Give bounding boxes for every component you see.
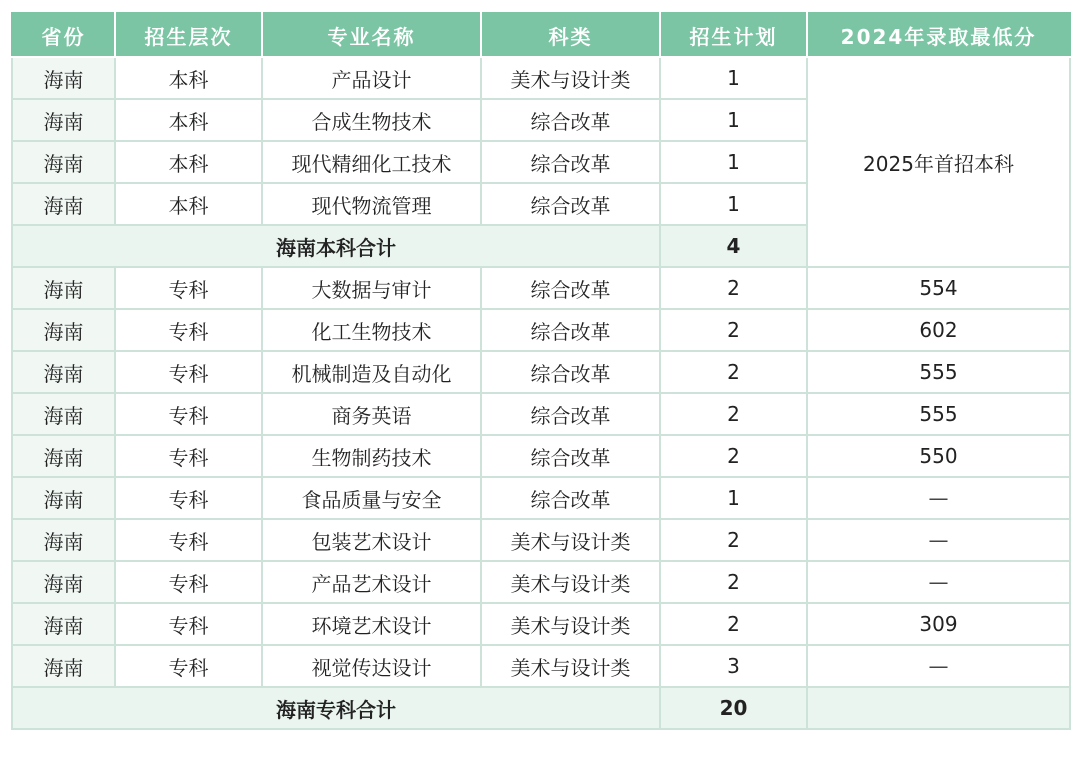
cell-level: 专科: [115, 393, 262, 435]
cell-min-score: 555: [807, 393, 1070, 435]
table-row: [12, 435, 1070, 477]
cell-min-score: —: [807, 645, 1070, 687]
cell-province: 海南: [12, 393, 115, 435]
table-row: [12, 561, 1070, 603]
header-level: 招生层次: [115, 13, 262, 57]
header-province: 省份: [12, 13, 115, 57]
table-row: [12, 351, 1070, 393]
cell-major: 现代物流管理: [262, 183, 481, 225]
cell-major: 包装艺术设计: [262, 519, 481, 561]
table-row: [12, 645, 1070, 687]
cell-major: 大数据与审计: [262, 267, 481, 309]
cell-plan: 2: [660, 603, 807, 645]
header-major: 专业名称: [262, 13, 481, 57]
table-header-row: [12, 13, 1070, 57]
cell-min-score: 602: [807, 309, 1070, 351]
cell-level: 专科: [115, 351, 262, 393]
zhuanke-subtotal-label: 海南专科合计: [12, 687, 660, 729]
cell-major: 机械制造及自动化: [262, 351, 481, 393]
cell-province: 海南: [12, 183, 115, 225]
cell-level: 本科: [115, 141, 262, 183]
zhuanke-subtotal-row: [12, 687, 1070, 729]
header-plan: 招生计划: [660, 13, 807, 57]
cell-level: 专科: [115, 519, 262, 561]
cell-province: 海南: [12, 57, 115, 99]
cell-level: 本科: [115, 183, 262, 225]
cell-category: 综合改革: [481, 183, 660, 225]
cell-plan: 3: [660, 645, 807, 687]
cell-min-score: 550: [807, 435, 1070, 477]
cell-level: 本科: [115, 57, 262, 99]
cell-major: 食品质量与安全: [262, 477, 481, 519]
cell-category: 综合改革: [481, 477, 660, 519]
cell-plan: 2: [660, 267, 807, 309]
cell-level: 专科: [115, 561, 262, 603]
cell-level: 专科: [115, 645, 262, 687]
table-row: [12, 57, 1070, 99]
cell-level: 专科: [115, 603, 262, 645]
cell-province: 海南: [12, 477, 115, 519]
cell-province: 海南: [12, 603, 115, 645]
cell-category: 综合改革: [481, 267, 660, 309]
cell-plan: 1: [660, 183, 807, 225]
cell-plan: 1: [660, 99, 807, 141]
zhuanke-subtotal-score-empty: [807, 687, 1070, 729]
cell-category: 综合改革: [481, 99, 660, 141]
cell-plan: 2: [660, 561, 807, 603]
cell-plan: 2: [660, 351, 807, 393]
cell-category: 综合改革: [481, 351, 660, 393]
table-row: [12, 477, 1070, 519]
cell-plan: 1: [660, 141, 807, 183]
cell-province: 海南: [12, 435, 115, 477]
cell-major: 视觉传达设计: [262, 645, 481, 687]
cell-province: 海南: [12, 561, 115, 603]
admission-plan-table-container: [11, 12, 1071, 730]
cell-min-score: 555: [807, 351, 1070, 393]
benke-subtotal-value: 4: [660, 225, 807, 267]
cell-category: 美术与设计类: [481, 603, 660, 645]
cell-plan: 1: [660, 57, 807, 99]
table-row: [12, 309, 1070, 351]
cell-major: 合成生物技术: [262, 99, 481, 141]
cell-min-score: —: [807, 477, 1070, 519]
header-category: 科类: [481, 13, 660, 57]
cell-plan: 2: [660, 435, 807, 477]
table-row: [12, 267, 1070, 309]
cell-major: 商务英语: [262, 393, 481, 435]
cell-category: 综合改革: [481, 141, 660, 183]
cell-province: 海南: [12, 351, 115, 393]
cell-min-score: —: [807, 561, 1070, 603]
table-row: [12, 603, 1070, 645]
header-min-score-2024: 2024年录取最低分: [807, 13, 1070, 57]
cell-level: 专科: [115, 477, 262, 519]
cell-major: 生物制药技术: [262, 435, 481, 477]
cell-category: 美术与设计类: [481, 561, 660, 603]
cell-category: 综合改革: [481, 393, 660, 435]
cell-plan: 2: [660, 393, 807, 435]
cell-major: 环境艺术设计: [262, 603, 481, 645]
cell-category: 美术与设计类: [481, 57, 660, 99]
table-row: [12, 393, 1070, 435]
cell-major: 化工生物技术: [262, 309, 481, 351]
cell-level: 专科: [115, 435, 262, 477]
cell-province: 海南: [12, 267, 115, 309]
cell-level: 本科: [115, 99, 262, 141]
cell-category: 美术与设计类: [481, 519, 660, 561]
cell-major: 产品艺术设计: [262, 561, 481, 603]
cell-province: 海南: [12, 519, 115, 561]
cell-category: 美术与设计类: [481, 645, 660, 687]
cell-min-score: 309: [807, 603, 1070, 645]
cell-major: 产品设计: [262, 57, 481, 99]
admission-plan-table: [11, 12, 1071, 730]
cell-benke-merged-score: 2025年首招本科: [807, 57, 1070, 267]
table-row: [12, 519, 1070, 561]
cell-level: 专科: [115, 267, 262, 309]
cell-major: 现代精细化工技术: [262, 141, 481, 183]
cell-plan: 2: [660, 309, 807, 351]
benke-subtotal-label: 海南本科合计: [12, 225, 660, 267]
cell-province: 海南: [12, 645, 115, 687]
cell-min-score: —: [807, 519, 1070, 561]
cell-province: 海南: [12, 99, 115, 141]
cell-plan: 2: [660, 519, 807, 561]
cell-province: 海南: [12, 309, 115, 351]
cell-category: 综合改革: [481, 309, 660, 351]
cell-min-score: 554: [807, 267, 1070, 309]
cell-level: 专科: [115, 309, 262, 351]
cell-province: 海南: [12, 141, 115, 183]
cell-category: 综合改革: [481, 435, 660, 477]
zhuanke-subtotal-value: 20: [660, 687, 807, 729]
cell-plan: 1: [660, 477, 807, 519]
